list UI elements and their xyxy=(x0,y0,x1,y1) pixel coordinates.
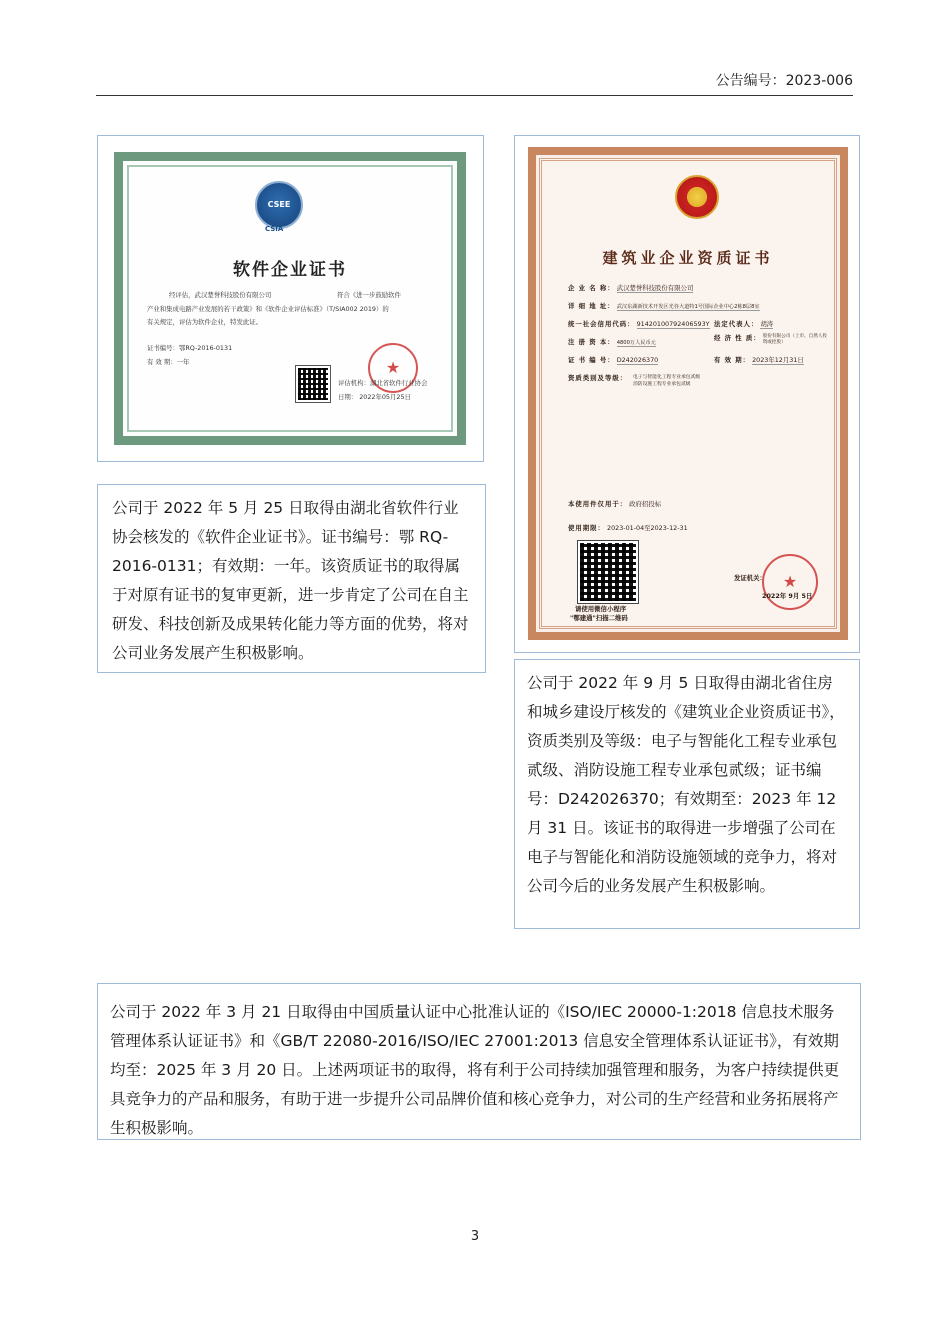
sw-line2: 产业和集成电路产业发展的若干政策》和《软件企业评估标准》（T/SIA002 2019）的 xyxy=(147,305,389,313)
red-seal-icon: ★ xyxy=(368,343,418,393)
qr-caption-1: 请使用微信小程序 xyxy=(575,605,627,613)
construction-certificate xyxy=(528,147,848,640)
period-value: 2023-01-04至2023-12-31 xyxy=(607,524,688,532)
scope-value-2: 消防设施工程专业承包贰级 xyxy=(633,382,691,387)
credit-code-label: 统一社会信用代码： xyxy=(568,320,635,328)
sw-cert-number: 证书编号：鄂RQ-2016-0131 xyxy=(147,344,233,352)
valid-until-value: 2023年12月31日 xyxy=(752,356,804,364)
text-right-content: 公司于 2022 年 9 月 5 日取得由湖北省住房和城乡建设厅核发的《建筑业企业资质证书》，资质类别及等级：电子与智能化工程专业承包贰级、消防设施工程专业承包贰级；证书编号：D242026370；有效期至：2023 年 12 月 31 日。该证书的取得进一步增强了公司在电子与智能化和消防设施领域的竞争力，将对公司今后的业务发展产生积极影响。 xyxy=(527,674,845,895)
legal-rep-label: 法定代表人： xyxy=(714,320,759,328)
nature-value: 股份有限公司（上市、自然人投资或控股） xyxy=(762,334,828,345)
national-emblem-icon xyxy=(675,175,719,219)
text-bottom-content: 公司于 2022 年 3 月 21 日取得由中国质量认证中心批准认证的《ISO/IEC 20000-1:2018 信息技术服务管理体系认证证书》和《GB/T 22080-2016/ISO/IEC 27001:2013 信息安全管理体系认证证书》，有效期均至：2025 年 3 月 20 日。上述两项证书的取得，将有利于公司持续加强管理和服务，为客户持续提供更具竞争力的产品和服务，有助于进一步提升公司品牌价值和核心竞争力，对公司的生产经营和业务拓展将产生积极影响。 xyxy=(110,1003,840,1137)
sw-date: 日期： 2022年05月25日 xyxy=(338,393,411,401)
company-value: 武汉楚誉科技股份有限公司 xyxy=(616,284,694,292)
address-label: 详 细 地 址： xyxy=(568,302,615,310)
use-value: 政府招投标 xyxy=(629,500,662,508)
row-cert-number xyxy=(568,355,658,365)
cert-number-label: 证 书 编 号： xyxy=(568,356,615,364)
capital-label: 注 册 资 本： xyxy=(568,338,615,346)
text-left-content: 公司于 2022 年 5 月 25 日取得由湖北省软件行业协会核发的《软件企业证书》。证书编号：鄂 RQ-2016-0131；有效期：一年。该资质证书的取得属于对原有证书的复审更新，进一步肯定了公司在自主研发、科技创新及成果转化能力等方面的优势，将对公司业务发展产生积极影响。 xyxy=(112,499,469,662)
construction-certificate-description xyxy=(514,659,860,929)
construction-qr-code-icon xyxy=(578,541,638,603)
row-address xyxy=(568,301,760,311)
software-certificate-title: 软件企业证书 xyxy=(233,260,347,280)
scope-label: 资质类别及等级： xyxy=(568,374,628,382)
issuer-label: 发证机关： xyxy=(734,574,766,582)
sw-line3: 有关规定，评估为软件企业，特发此证。 xyxy=(147,318,263,326)
csee-logo-icon xyxy=(255,181,303,229)
page-number: 3 xyxy=(470,1229,480,1244)
row-legal-rep xyxy=(714,319,773,329)
sw-issuer: 评估机构：湖北省软件行业协会 xyxy=(338,379,428,387)
period-label: 使用期限： xyxy=(568,524,605,532)
header-divider xyxy=(96,95,853,96)
construction-certificate-image-frame xyxy=(514,135,860,653)
issue-date: 2022年 9月 5日 xyxy=(762,592,813,600)
sw-line1-right: 符合《进一步鼓励软件 xyxy=(337,291,401,299)
sw-line1-left: 经评估，武汉楚誉科技股份有限公司 xyxy=(169,291,272,299)
nature-label: 经 济 性 质： xyxy=(714,334,761,342)
row-company xyxy=(568,283,693,293)
logo-text: CSEE xyxy=(267,200,291,209)
capital-value: 4800万人民币元 xyxy=(616,340,656,346)
qr-caption-2: "鄂建通"扫描二维码 xyxy=(570,614,628,622)
company-label: 企 业 名 称： xyxy=(568,284,615,292)
scope-value-1: 电子与智能化工程专业承包贰级 xyxy=(633,375,701,380)
software-certificate-description xyxy=(97,484,486,673)
qr-code-icon xyxy=(296,366,330,402)
row-valid-until xyxy=(714,355,804,365)
issuer-seal-icon: ★ xyxy=(762,554,818,610)
legal-rep-value: 胡涛 xyxy=(760,320,774,328)
use-label: 本使用件仅用于： xyxy=(568,500,628,508)
row-nature xyxy=(714,333,829,345)
row-use xyxy=(568,499,661,508)
address-value: 武汉东湖新技术开发区光谷大道特1号国际企业中心2栋8层8室 xyxy=(616,304,760,310)
logo-sub: CSIA xyxy=(265,225,284,233)
construction-certificate-inner xyxy=(539,158,837,629)
sw-validity: 有 效 期：一年 xyxy=(147,358,190,366)
software-certificate xyxy=(114,152,466,445)
credit-code-value: 91420100792406593Y xyxy=(636,320,710,328)
row-capital xyxy=(568,337,656,347)
announcement-code: 公告编号：2023-006 xyxy=(715,73,853,89)
row-period xyxy=(568,523,688,532)
valid-until-label: 有 效 期： xyxy=(714,356,751,364)
row-scope xyxy=(568,373,627,382)
software-certificate-inner xyxy=(127,165,453,432)
iso-certificates-description xyxy=(97,983,861,1140)
cert-number-value: D242026370 xyxy=(616,356,659,364)
software-certificate-image-frame xyxy=(97,135,484,462)
row-credit-code xyxy=(568,319,710,329)
construction-certificate-title: 建筑业企业资质证书 xyxy=(602,249,774,267)
